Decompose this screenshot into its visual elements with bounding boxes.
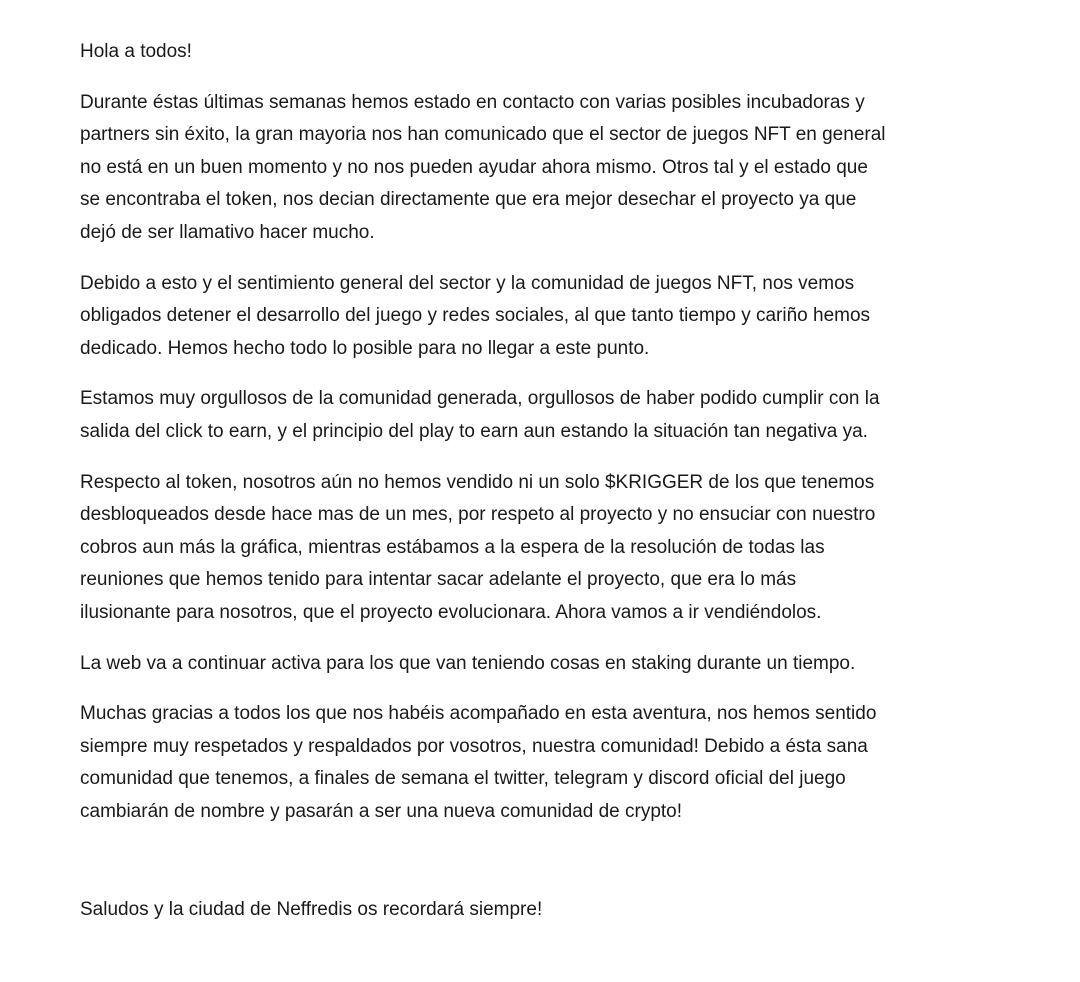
paragraph-line: desbloqueados desde hace mas de un mes, por respeto al proyecto y no ensuciar con nuestro <box>80 504 876 526</box>
paragraph-incubators <box>80 87 1040 250</box>
paragraph-line: Debido a esto y el sentimiento general del sector y la comunidad de juegos NFT, nos vemos <box>80 272 855 294</box>
paragraph-line: reuniones que hemos tenido para intentar sacar adelante el proyecto, que era lo más <box>80 569 797 591</box>
paragraph-line: cobros aun más la gráfica, mientras estábamos a la espera de la resolución de todas las <box>80 536 825 558</box>
paragraph-line: La web va a continuar activa para los que van teniendo cosas en staking durante un tiempo. <box>80 652 856 674</box>
paragraph-line: salida del click to earn, y el principio del play to earn aun estando la situación tan negativa ya. <box>80 420 868 442</box>
paragraph-line: dedicado. Hemos hecho todo lo posible para no llegar a este punto. <box>80 337 650 359</box>
paragraph-line: Durante éstas últimas semanas hemos estado en contacto con varias posibles incubadoras y <box>80 91 865 113</box>
paragraph-line: Estamos muy orgullosos de la comunidad generada, orgullosos de haber podido cumplir con la <box>80 388 880 410</box>
paragraph-stop-development <box>80 268 1040 366</box>
paragraph-line: dejó de ser llamativo hacer mucho. <box>80 221 375 243</box>
paragraph-line: siempre muy respetados y respaldados por vosotros, nuestra comunidad! Debido a ésta sana <box>80 735 868 757</box>
paragraph-line: ilusionante para nosotros, que el proyecto evolucionara. Ahora vamos a ir vendiéndolos. <box>80 601 822 623</box>
paragraph-thanks <box>80 698 1040 828</box>
letter-greeting: Hola a todos! <box>80 41 192 62</box>
letter-closing: Saludos y la ciudad de Neffredis os recordará siempre! <box>80 899 543 921</box>
paragraph-line: se encontraba el token, nos decian directamente que era mejor desechar el proyecto ya que <box>80 189 857 211</box>
paragraph-web <box>80 648 1040 681</box>
paragraph-line: Respecto al token, nosotros aún no hemos vendido ni un solo $KRIGGER de los que tenemos <box>80 471 875 493</box>
paragraph-line: obligados detener el desarrollo del juego y redes sociales, al que tanto tiempo y cariño hemos <box>80 305 871 327</box>
paragraph-line: partners sin éxito, la gran mayoria nos han comunicado que el sector de juegos NFT en general <box>80 124 886 146</box>
paragraph-line: cambiarán de nombre y pasarán a ser una nueva comunidad de crypto! <box>80 800 683 822</box>
paragraph-line: comunidad que tenemos, a finales de semana el twitter, telegram y discord oficial del juego <box>80 768 846 790</box>
paragraph-token <box>80 467 1040 630</box>
paragraph-proud <box>80 383 1040 448</box>
paragraph-line: no está en un buen momento y no nos pueden ayudar ahora mismo. Otros tal y el estado que <box>80 156 868 178</box>
letter-document <box>80 36 1040 945</box>
paragraph-line: Muchas gracias a todos los que nos habéis acompañado en esta aventura, nos hemos sentido <box>80 703 877 725</box>
